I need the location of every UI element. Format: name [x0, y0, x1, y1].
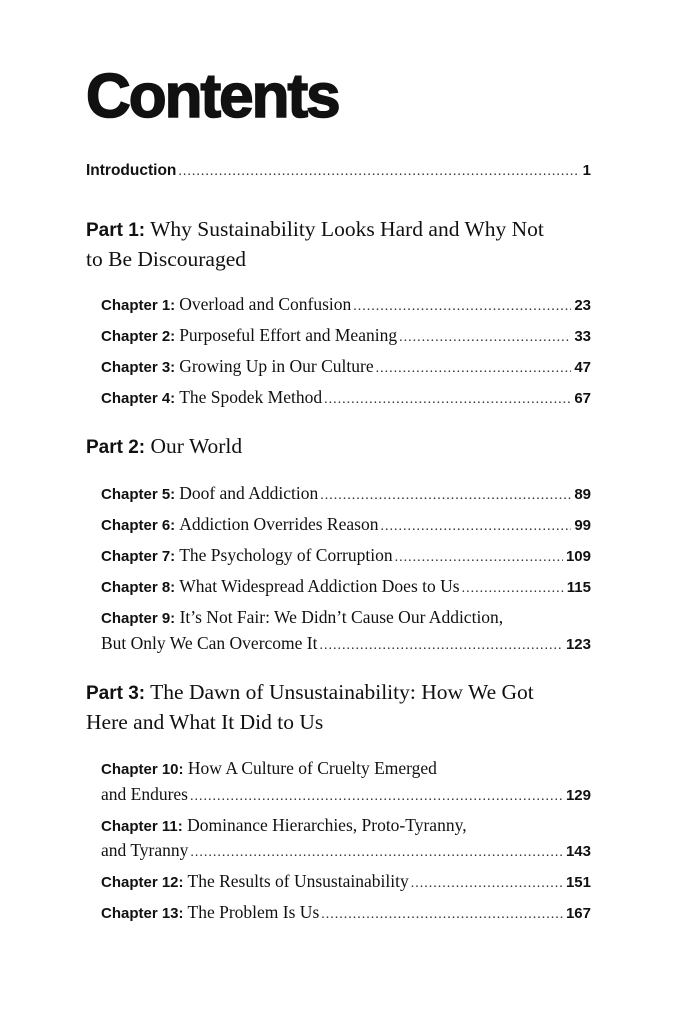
chapter-label: Chapter 13: [101, 905, 184, 922]
chapter-label: Chapter 3: [101, 359, 176, 376]
page-number: 23 [574, 297, 591, 314]
chapter-label: Chapter 9: [101, 610, 176, 627]
chapter-title: Overload and Confusion [179, 294, 352, 314]
chapter-label: Chapter 5: [101, 486, 176, 503]
toc-entry-chapter-9-line-1[interactable] [101, 607, 503, 628]
chapter-title: The Problem Is Us [187, 902, 320, 922]
page-number: 143 [565, 843, 591, 860]
toc-entry-chapter-7[interactable] [101, 545, 591, 566]
chapter-title: The Results of Unsustainability [187, 871, 409, 891]
toc-entry-chapter-2[interactable] [101, 325, 591, 346]
page-number: 129 [565, 787, 591, 804]
page-number: 115 [566, 579, 591, 596]
toc-entry-chapter-10[interactable] [101, 784, 591, 805]
page-number: 33 [574, 328, 591, 345]
page-number: 47 [574, 359, 591, 376]
part-label: Part 1: [86, 220, 146, 241]
chapter-label: Chapter 11: [101, 818, 183, 835]
dot-leader [399, 330, 571, 346]
chapter-label: Chapter 6: [101, 517, 176, 534]
toc-entry-chapter-10-line-1[interactable] [101, 758, 437, 779]
chapter-title: It’s Not Fair: We Didn’t Cause Our Addiction, [179, 607, 504, 627]
chapter-title: The Psychology of Corruption [179, 545, 393, 565]
toc-entry-chapter-3[interactable] [101, 356, 591, 377]
toc-entry-chapter-6[interactable] [101, 514, 591, 535]
page-title: Contents [86, 62, 339, 131]
chapter-title: Addiction Overrides Reason [179, 514, 379, 534]
toc-entry-chapter-11[interactable] [101, 840, 591, 861]
dot-leader [462, 581, 564, 597]
chapter-label: Chapter 7: [101, 548, 176, 565]
toc-entry-chapter-8[interactable] [101, 576, 591, 597]
toc-entry-introduction[interactable] [86, 162, 591, 180]
chapter-title-continued: But Only We Can Overcome It [101, 633, 318, 653]
part-heading-3 [86, 678, 556, 737]
page-number: 123 [565, 636, 591, 653]
toc-entry-chapter-13[interactable] [101, 902, 591, 923]
chapter-title: Doof and Addiction [179, 483, 319, 503]
chapter-label: Chapter 12: [101, 874, 184, 891]
chapter-title: How A Culture of Cruelty Emerged [187, 758, 437, 778]
dot-leader [395, 550, 563, 566]
toc-entry-chapter-4[interactable] [101, 387, 591, 408]
toc-entry-chapter-5[interactable] [101, 483, 591, 504]
toc-entry-chapter-11-line-1[interactable] [101, 815, 467, 836]
chapter-label: Chapter 4: [101, 390, 176, 407]
dot-leader [320, 638, 563, 654]
dot-leader [190, 789, 563, 805]
part-label: Part 2: [86, 437, 146, 458]
chapter-title: What Widespread Addiction Does to Us [179, 576, 460, 596]
part-title: Why Sustainability Looks Hard and Why Not to Be Discouraged [86, 217, 544, 271]
chapter-title: Purposeful Effort and Meaning [179, 325, 398, 345]
page-number: 1 [582, 162, 591, 179]
dot-leader [320, 488, 571, 504]
part-title: The Dawn of Unsustainability: How We Got Here and What It Did to Us [86, 680, 534, 734]
page-number: 99 [574, 517, 591, 534]
chapter-title: Growing Up in Our Culture [179, 356, 374, 376]
introduction-label: Introduction [86, 162, 177, 179]
dot-leader [376, 361, 572, 377]
part-heading-1 [86, 215, 556, 274]
part-label: Part 3: [86, 683, 146, 704]
toc-entry-chapter-9[interactable] [101, 633, 591, 654]
page-number: 151 [565, 874, 591, 891]
page-number: 167 [565, 905, 591, 922]
dot-leader [178, 164, 579, 180]
dot-leader [411, 876, 563, 892]
toc-entry-chapter-1[interactable] [101, 294, 591, 315]
page-number: 89 [574, 486, 591, 503]
chapter-title: Dominance Hierarchies, Proto-Tyranny, [187, 815, 467, 835]
chapter-label: Chapter 2: [101, 328, 176, 345]
chapter-label: Chapter 1: [101, 297, 176, 314]
chapter-label: Chapter 8: [101, 579, 176, 596]
dot-leader [380, 519, 571, 535]
chapter-label: Chapter 10: [101, 761, 184, 778]
dot-leader [321, 907, 563, 923]
chapter-title-continued: and Tyranny [101, 840, 189, 860]
page-number: 109 [565, 548, 591, 565]
chapter-title: The Spodek Method [179, 387, 323, 407]
dot-leader [190, 845, 563, 861]
page-number: 67 [574, 390, 591, 407]
part-heading-2 [86, 432, 556, 462]
dot-leader [353, 299, 571, 315]
chapter-title-continued: and Endures [101, 784, 188, 804]
toc-entry-chapter-12[interactable] [101, 871, 591, 892]
part-title: Our World [150, 434, 243, 458]
dot-leader [324, 392, 571, 408]
